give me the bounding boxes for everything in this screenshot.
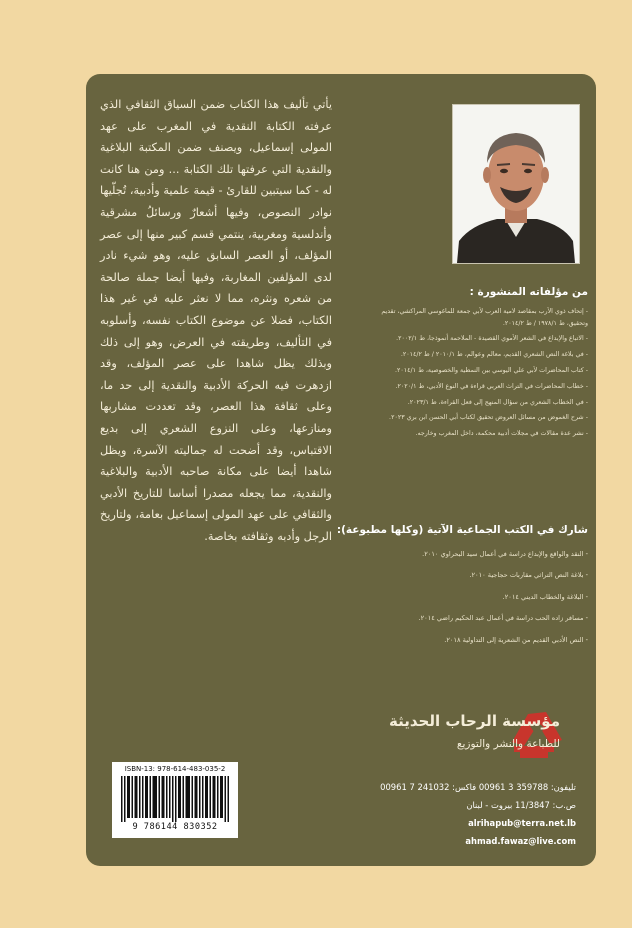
- author-photo: [452, 104, 580, 264]
- book-synopsis: يأتي تأليف هذا الكتاب ضمن السياق الثقافي الذي عرفته الكتابة النقدية في المغرب على عهد المولى إسماعيل، ويصنف ضمن المكتبة البلاغية والنقدية التي عرفتها تلك الكتابة ... ومن هنا كانت له - كما سيتبين للقارئ - قيمة علمية وأدبية، تُجلّيها نوادر النصوص، وفيها أشعارٌ ورسائلُ مشرقية وأندلسية ومغربية، ينتمي قسم كبير منها إلى عصر المؤلف، أو العصر السابق عليه، وهو شيء نادر لدى المؤلفين المغاربة، وفيها أيضا جملة صالحة من شعره ونثره، مما لا نعثر عليه في غير هذا الكتاب، فضلا عن موضوع الكتاب نفسه، وأسلوبه في التأليف، وطريقته في العرض، وهو إلى ذلك وبذلك يظل شاهدا على عصر المؤلف، وقد ازدهرت فيه الحركة الأدبية والنقدية إلى حد ما، وعلى ثقافة هذا العصر، وقد تعددت مشاربها ومنازعها، وعلى النزوع الشعري إلى بديع الاقتباس، وقد أضحت له جماليته الآسرة، ويظل شاهدا أيضا على مكانة صاحبه الأدبية والبلاغية والنقدية، مما يجعله مصدرا أساسا للتاريخ الأدبي والثقافي على عهد المولى إسماعيل بعامة، ولتاريخ الرجل وأدبه وثقافته بخاصة.: [100, 98, 332, 543]
- list-item: - كتاب المحاضرات لأبي علي اليوسي بين النمطية والخصوصية، ط ٢٠١٤/١.: [366, 365, 588, 377]
- joint-books-list: [366, 548, 588, 655]
- publisher-phone: تليفون: 359788 3 00961 فاكس: 241032 7 00961: [380, 782, 576, 792]
- list-item: - الاتباع والإبداع في الشعر الأموي القصيدة - الملاحمة أنموذجا، ط ٢٠٠٢/١.: [366, 333, 588, 345]
- publisher-email-1[interactable]: alrihapub@terra.net.lb: [468, 818, 576, 828]
- joint-books-heading: شارك في الكتب الجماعية الآتية (وكلها مطبوعة):: [336, 524, 588, 536]
- list-item: - النقد والواقع والإبداع دراسة في أعمال سيد البحراوي ٢٠١٠.: [366, 548, 588, 560]
- list-item: - إتحاف ذوي الأرب بمقاصد لامية العرب لأبي جمعة للماغوسي المراكشي، تقديم وتحقيق، ط ١٩٧٨/١ / ط ٢٠١٤/٢.: [366, 306, 588, 329]
- publisher-tagline: للطباعة والنشر والتوزيع: [456, 738, 560, 750]
- isbn-label: ISBN-13: 978-614-483-035-2: [124, 765, 226, 773]
- list-item: - النص الأدبي القديم من الشعرية إلى التداولية ٢٠١٨.: [366, 634, 588, 646]
- list-item: - في بلاغة النص الشعري القديم، معالم وعوالم، ط ٢٠١٠/١ / ط ٢٠١٤/٢.: [366, 349, 588, 361]
- publisher-pobox: ص.ب: 11/3847 بيروت - لبنان: [466, 800, 576, 810]
- publications-list: [366, 306, 588, 444]
- barcode-icon: [121, 776, 229, 822]
- list-item: - بلاغة النص التراثي مقاربات حجاجية ٢٠١٠.: [366, 569, 588, 581]
- list-item: - خطاب المحاضرات في التراث العربي قراءة في النوع الأدبي، ط ٢٠٢٠/١.: [366, 381, 588, 393]
- list-item: - البلاغة والخطاب الديني ٢٠١٤.: [366, 591, 588, 603]
- isbn-digits: 9 786144 830352: [132, 822, 218, 832]
- list-item: - في الخطاب الشعري من سؤال المنهج إلى فعل القراءة، ط ٢٠٢٣/١.: [366, 397, 588, 409]
- author-portrait-image: [453, 105, 579, 263]
- list-item: - شرح الغموض من مسائل العروض تحقيق لكتاب أبي الحسن ابن بري ٢٠٢٣.: [366, 412, 588, 424]
- publisher-name: مؤسسة الرحاب الحديثة: [389, 712, 560, 730]
- list-item: - مسافر زاده الحب دراسة في أعمال عبد الحكيم راضي ٢٠١٤.: [366, 612, 588, 624]
- publications-heading: من مؤلفاته المنشورة :: [469, 286, 588, 298]
- list-item: - نشر عدة مقالات في مجلات أدبية محكمة، داخل المغرب وخارجه.: [366, 428, 588, 440]
- isbn-barcode-box: [112, 762, 238, 838]
- publisher-email-2[interactable]: ahmad.fawaz@live.com: [465, 836, 576, 846]
